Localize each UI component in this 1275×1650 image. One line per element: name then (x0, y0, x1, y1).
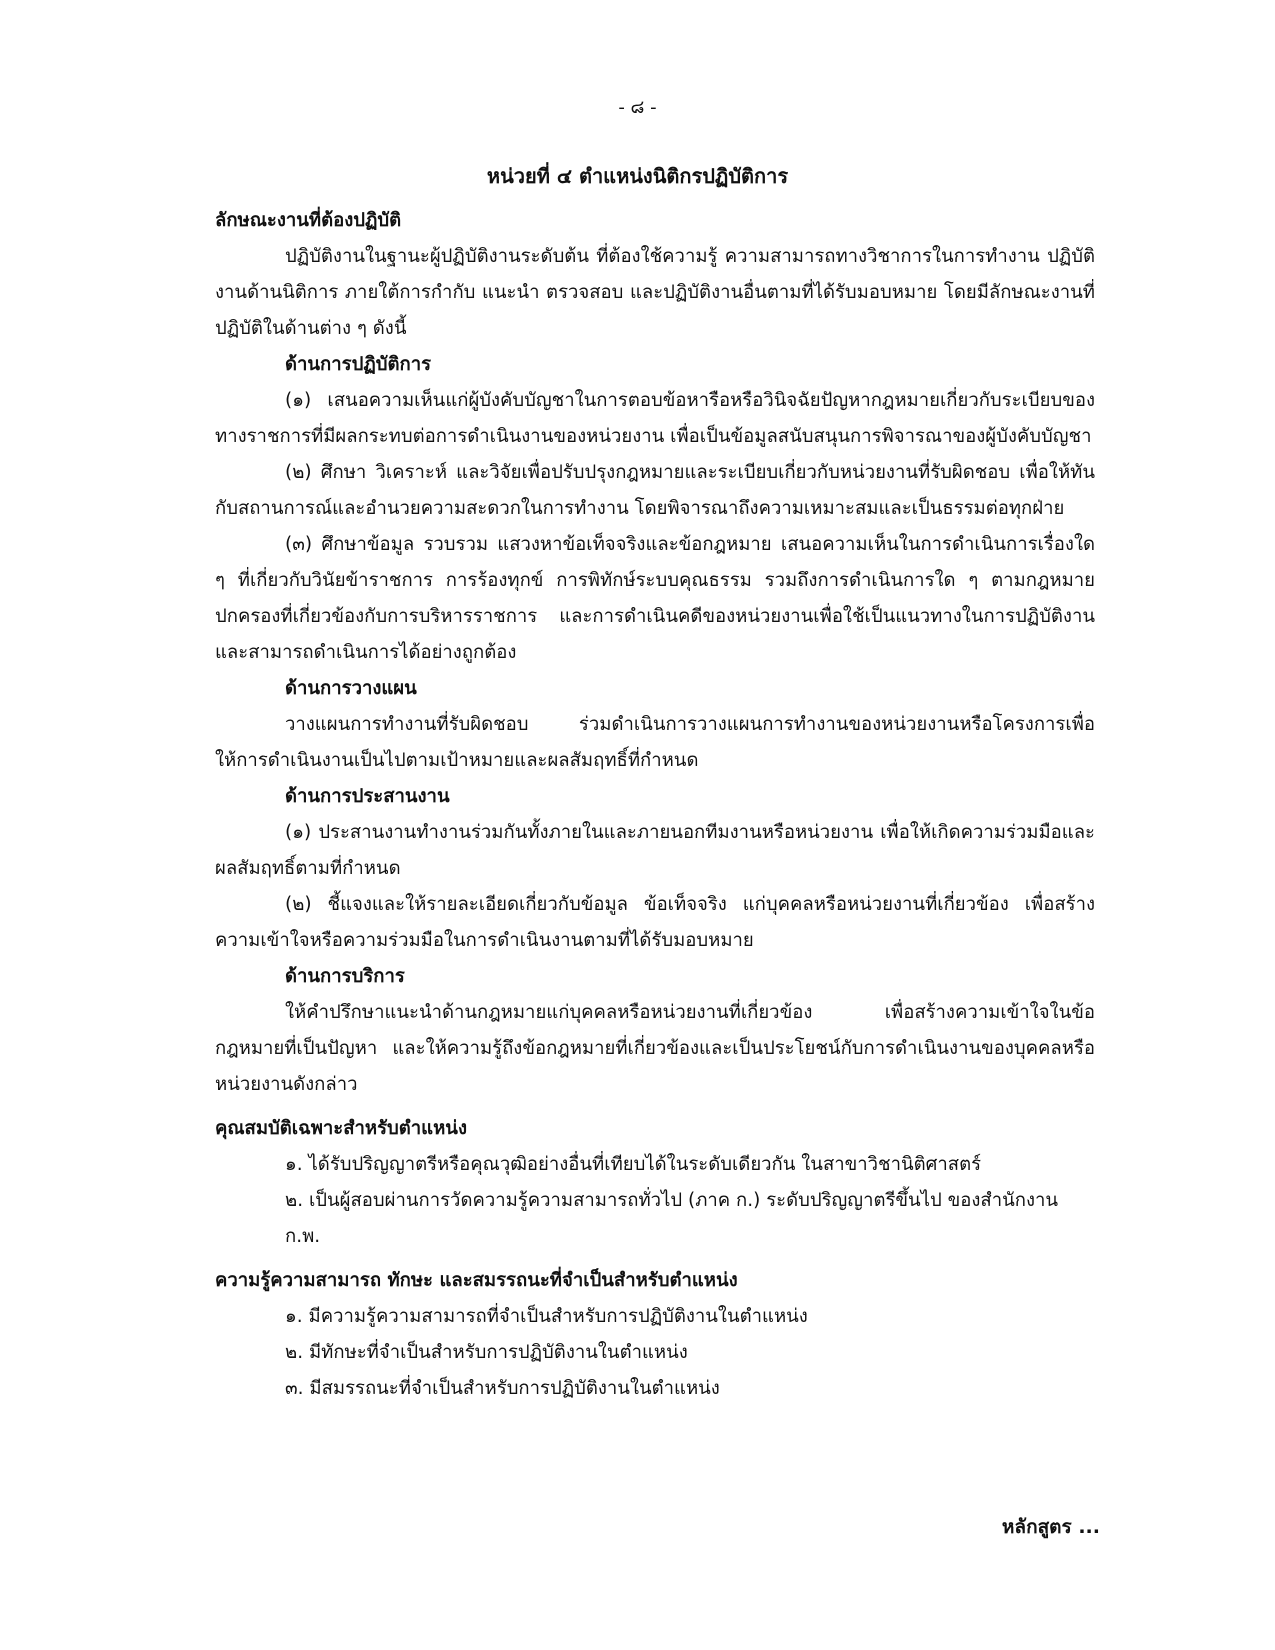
competency-item: ๑. มีความรู้ความสามารถที่จำเป็นสำหรับการปฏิบัติงานในตำแหน่ง (285, 1306, 808, 1327)
document-title: หน่วยที่ ๔ ตำแหน่งนิติกรปฏิบัติการ (486, 164, 789, 188)
operations-item: (๑) เสนอความเห็นแก่ผู้บังคับบัญชาในการตอบข้อหารือหรือวินิจฉัยปัญหากฎหมายเกี่ยวกับระเบียบของทางราชการที่มีผลกระทบต่อการดำเนินงานของหน่วยงาน เพื่อเป็นข้อมูลสนับสนุนการพิจารณาของผู้บังคับบัญชา (215, 390, 1095, 447)
page-number: - ๘ - (618, 97, 657, 118)
qualification-item: ๑. ได้รับปริญญาตรีหรือคุณวุฒิอย่างอื่นที่เทียบได้ในระดับเดียวกัน ในสาขาวิชานิติศาสตร์ (285, 1154, 982, 1175)
document-body (215, 203, 1095, 1407)
coordination-item: (๑) ประสานงานทำงานร่วมกันทั้งภายในและภายนอกทีมงานหรือหน่วยงาน เพื่อให้เกิดความร่วมมือและผลสัมฤทธิ์ตามที่กำหนด (215, 822, 1095, 879)
competency-item: ๒. มีทักษะที่จำเป็นสำหรับการปฏิบัติงานในตำแหน่ง (285, 1342, 688, 1363)
competency-item: ๓. มีสมรรถนะที่จำเป็นสำหรับการปฏิบัติงานในตำแหน่ง (285, 1378, 720, 1399)
operations-item: (๒) ศึกษา วิเคราะห์ และวิจัยเพื่อปรับปรุงกฎหมายและระเบียบเกี่ยวกับหน่วยงานที่รับผิดชอบ เพื่อให้ทันกับสถานการณ์และอำนวยความสะดวกในการทำงาน โดยพิจารณาถึงความเหมาะสมและเป็นธรรมต่อทุกฝ่าย (215, 462, 1095, 519)
qualification-item: ๒. เป็นผู้สอบผ่านการวัดความรู้ความสามารถทั่วไป (ภาค ก.) ระดับปริญญาตรีขึ้นไป ของสำนักงาน ก.พ. (285, 1190, 1059, 1247)
subheading-planning: ด้านการวางแผน (285, 678, 417, 699)
section-heading-qualifications: คุณสมบัติเฉพาะสำหรับตำแหน่ง (215, 1118, 467, 1139)
job-description-intro: ปฏิบัติงานในฐานะผู้ปฏิบัติงานระดับต้น ที่ต้องใช้ความรู้ ความสามารถทางวิชาการในการทำงาน ปฏิบัติงานด้านนิติการ ภายใต้การกำกับ แนะนำ ตรวจสอบ และปฏิบัติงานอื่นตามที่ได้รับมอบหมาย โดยมีลักษณะงานที่ปฏิบัติในด้านต่าง ๆ ดังนี้ (215, 246, 1095, 339)
subheading-service: ด้านการบริการ (285, 966, 405, 987)
coordination-item: (๒) ชี้แจงและให้รายละเอียดเกี่ยวกับข้อมูล ข้อเท็จจริง แก่บุคคลหรือหน่วยงานที่เกี่ยวข้อง เพื่อสร้างความเข้าใจหรือความร่วมมือในการดำเนินงานตามที่ได้รับมอบหมาย (215, 894, 1095, 951)
continuation-marker: หลักสูตร ... (1001, 1516, 1100, 1538)
planning-item: วางแผนการทำงานที่รับผิดชอบ ร่วมดำเนินการวางแผนการทำงานของหน่วยงานหรือโครงการเพื่อให้การดำเนินงานเป็นไปตามเป้าหมายและผลสัมฤทธิ์ที่กำหนด (215, 714, 1095, 771)
service-item: ให้คำปรึกษาแนะนำด้านกฎหมายแก่บุคคลหรือหน่วยงานที่เกี่ยวข้อง เพื่อสร้างความเข้าใจในข้อกฎหมายที่เป็นปัญหา และให้ความรู้ถึงข้อกฎหมายที่เกี่ยวข้องและเป็นประโยชน์กับการดำเนินงานของบุคคลหรือหน่วยงานดังกล่าว (215, 1002, 1095, 1095)
subheading-coordination: ด้านการประสานงาน (285, 786, 450, 807)
section-heading-competencies: ความรู้ความสามารถ ทักษะ และสมรรถนะที่จำเป็นสำหรับตำแหน่ง (215, 1270, 738, 1291)
subheading-operations: ด้านการปฏิบัติการ (285, 354, 432, 375)
operations-item: (๓) ศึกษาข้อมูล รวบรวม แสวงหาข้อเท็จจริงและข้อกฎหมาย เสนอความเห็นในการดำเนินการเรื่องใด ๆ ที่เกี่ยวกับวินัยข้าราชการ การร้องทุกข์ การพิทักษ์ระบบคุณธรรม รวมถึงการดำเนินการใด ๆ ตามกฎหมายปกครองที่เกี่ยวข้องกับการบริหารราชการ และการดำเนินคดีของหน่วยงานเพื่อใช้เป็นแนวทางในการปฏิบัติงาน และสามารถดำเนินการได้อย่างถูกต้อง (215, 534, 1095, 663)
section-heading-job-description: ลักษณะงานที่ต้องปฏิบัติ (215, 210, 402, 231)
